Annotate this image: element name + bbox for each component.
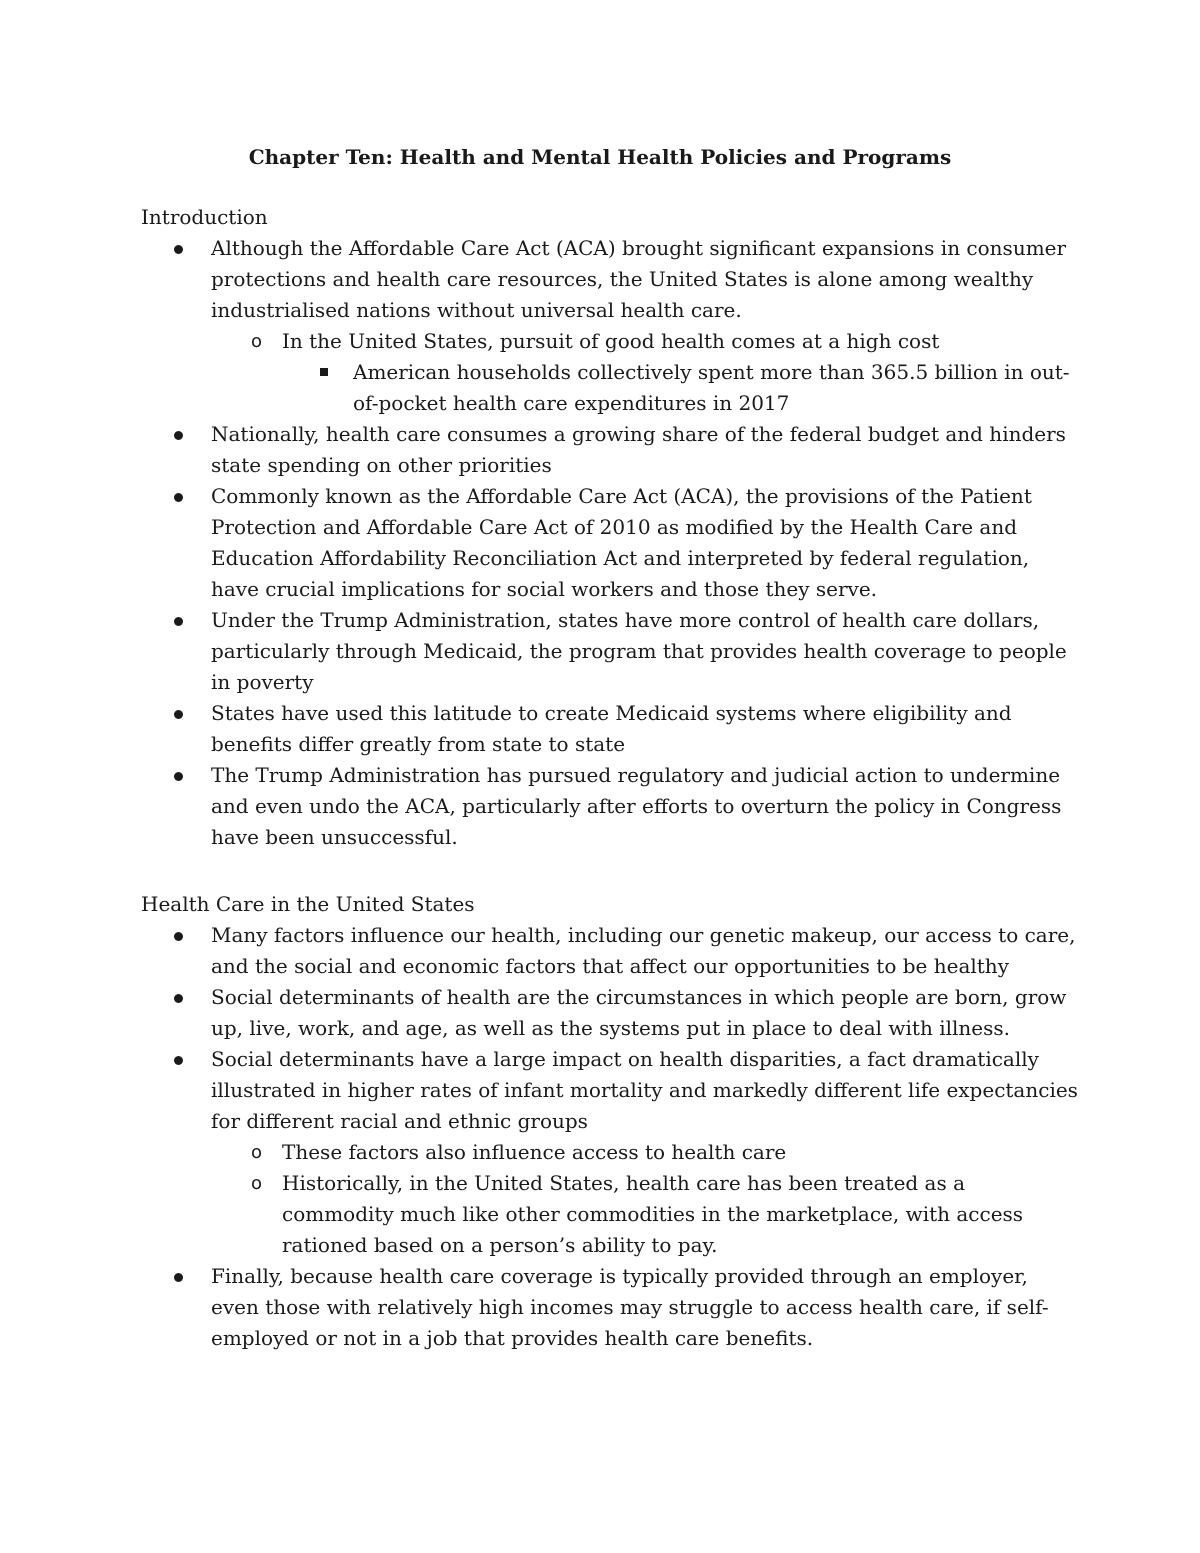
list-item-text: Many factors influence our health, including our genetic makeup, our access to care, and the social and economic factors that affect our opportunities to be healthy — [211, 923, 1076, 978]
list-item — [141, 698, 1081, 760]
bullet-dot-icon — [174, 932, 183, 941]
sub-list-item — [211, 326, 1081, 419]
sub-sub-list-item — [282, 357, 1081, 419]
list-item — [141, 760, 1081, 853]
bullet-dot-icon — [174, 1056, 183, 1065]
list-item-text: Although the Affordable Care Act (ACA) brought significant expansions in consumer protections and health care resources, the United States is alone among wealthy industrialised nations without universal health care. — [211, 236, 1067, 322]
list-item-text: Social determinants of health are the circumstances in which people are born, grow up, live, work, and age, as well as the systems put in place to deal with illness. — [211, 985, 1067, 1040]
bullet-square-icon — [320, 368, 328, 376]
list-item — [141, 1261, 1081, 1354]
sub-sub-bullet-list — [282, 357, 1081, 419]
bullet-dot-icon — [174, 617, 183, 626]
section-heading: Health Care in the United States — [141, 892, 475, 916]
sub-list-item-text: Historically, in the United States, health care has been treated as a commodity much like other commodities in the marketplace, with access rationed based on a person’s ability to pay. — [282, 1171, 1024, 1257]
list-item-text: Commonly known as the Affordable Care Act (ACA), the provisions of the Patient Protection and Affordable Care Act of 2010 as modified by the Health Care and Education Affordability Reconciliation Act and interpreted by federal regulation, have crucial implications for social workers and those they serve. — [211, 484, 1032, 601]
bullet-dot-icon — [174, 710, 183, 719]
sub-bullet-list — [211, 326, 1081, 419]
sub-bullet-list — [211, 1137, 1081, 1261]
bullet-circle-icon: o — [251, 331, 263, 352]
list-item-text: Nationally, health care consumes a growing share of the federal budget and hinders state spending on other priorities — [211, 422, 1066, 477]
list-item — [141, 920, 1081, 982]
list-item — [141, 605, 1081, 698]
section-heading: Introduction — [141, 205, 268, 229]
bullet-circle-icon: o — [251, 1173, 263, 1194]
bullet-list — [141, 920, 1081, 1354]
list-item — [141, 1044, 1081, 1261]
list-item-text: States have used this latitude to create Medicaid systems where eligibility and benefits differ greatly from state to state — [211, 701, 1012, 756]
bullet-circle-icon: o — [251, 1142, 263, 1163]
list-item — [141, 982, 1081, 1044]
section-introduction — [141, 202, 1081, 853]
list-item-text: Under the Trump Administration, states have more control of health care dollars, particularly through Medicaid, the program that provides health coverage to people in poverty — [211, 608, 1067, 694]
bullet-dot-icon — [174, 994, 183, 1003]
bullet-dot-icon — [174, 772, 183, 781]
list-item-text: Social determinants have a large impact on health disparities, a fact dramatically illustrated in higher rates of infant mortality and markedly different life expectancies for different racial and ethnic groups — [211, 1047, 1078, 1133]
list-item-text: Finally, because health care coverage is typically provided through an employer, even those with relatively high incomes may struggle to access health care, if self-employed or not in a job that provides health care benefits. — [211, 1264, 1049, 1350]
sub-list-item — [211, 1168, 1081, 1261]
sub-list-item-text: These factors also influence access to health care — [282, 1140, 787, 1164]
list-item-text: The Trump Administration has pursued regulatory and judicial action to undermine and even undo the ACA, particularly after efforts to overturn the policy in Congress have been unsuccessful. — [211, 763, 1062, 849]
sub-list-item — [211, 1137, 1081, 1168]
bullet-dot-icon — [174, 493, 183, 502]
section-health-care-us — [141, 889, 1081, 1354]
page-title: Chapter Ten: Health and Mental Health Policies and Programs — [248, 145, 952, 169]
bullet-dot-icon — [174, 431, 183, 440]
list-item — [141, 233, 1081, 419]
sub-sub-list-item-text: American households collectively spent more than 365.5 billion in out-of-pocket health care expenditures in 2017 — [353, 360, 1070, 415]
bullet-dot-icon — [174, 245, 183, 254]
bullet-list — [141, 233, 1081, 853]
list-item — [141, 481, 1081, 605]
bullet-dot-icon — [174, 1273, 183, 1282]
sub-list-item-text: In the United States, pursuit of good health comes at a high cost — [282, 329, 940, 353]
list-item — [141, 419, 1081, 481]
